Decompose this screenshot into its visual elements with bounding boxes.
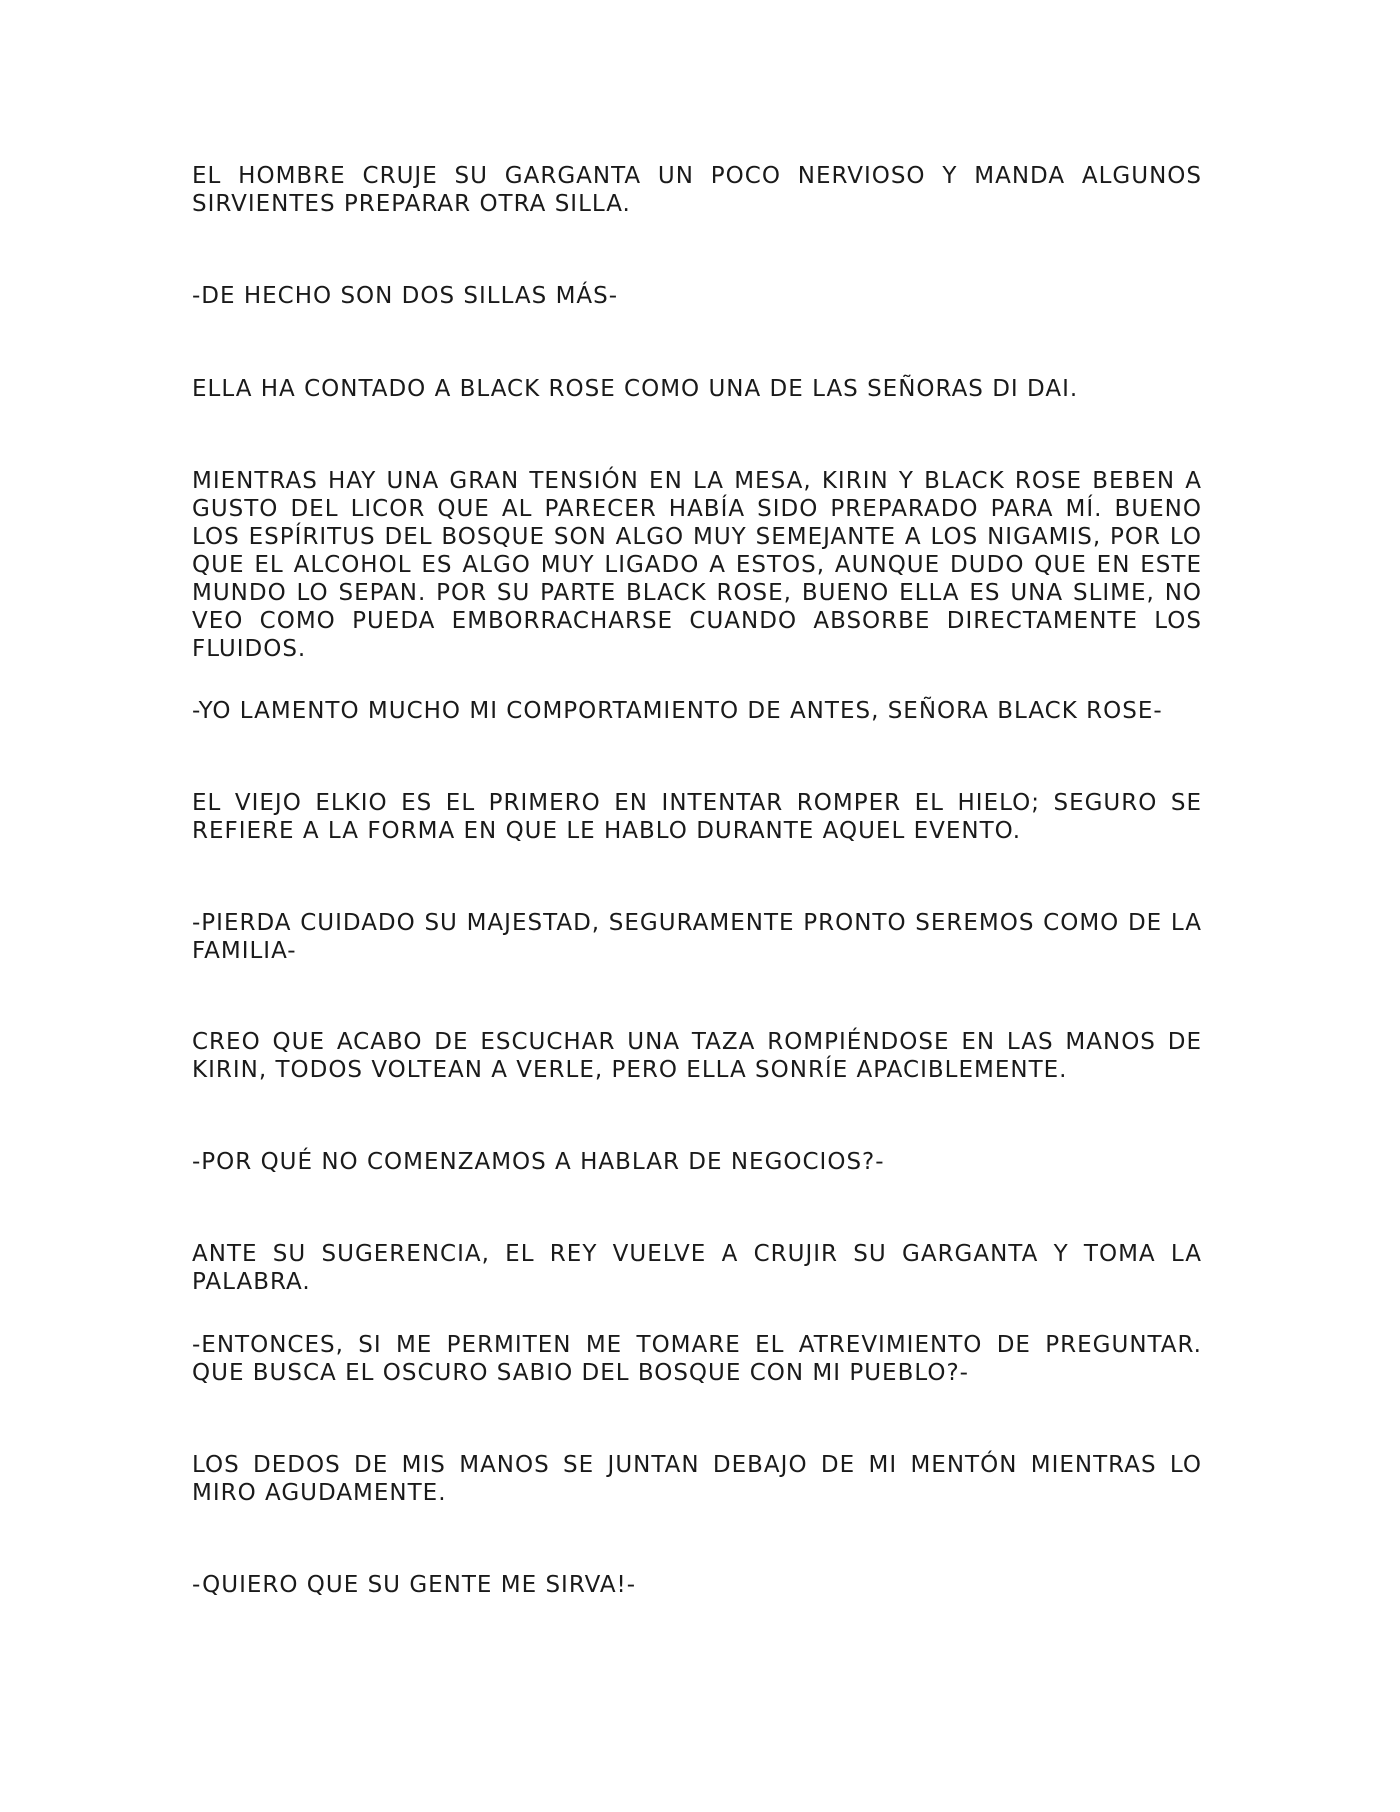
paragraph-4: MIENTRAS HAY UNA GRAN TENSIÓN EN LA MESA, KIRIN Y BLACK ROSE BEBEN A GUSTO DEL LICOR QUE AL PARECER HABÍA SIDO PREPARADO PARA MÍ. BUENO LOS ESPÍRITUS DEL BOSQUE SON ALGO MUY SEMEJANTE A LOS NIGAMIS, POR LO QUE EL ALCOHOL ES ALGO MUY LIGADO A ESTOS, AUNQUE DUDO QUE EN ESTE MUNDO LO SEPAN. POR SU PARTE BLACK ROSE, BUENO ELLA ES UNA SLIME, NO VEO COMO PUEDA EMBORRACHARSE CUANDO ABSORBE DIRECTAMENTE LOS FLUIDOS.	[192, 468, 1202, 662]
paragraph-13: -QUIERO QUE SU GENTE ME SIRVA!-	[192, 1572, 637, 1598]
paragraph-8: CREO QUE ACABO DE ESCUCHAR UNA TAZA ROMPIÉNDOSE EN LAS MANOS DE KIRIN, TODOS VOLTEAN A VERLE, PERO ELLA SONRÍE APACIBLEMENTE.	[192, 1029, 1202, 1083]
paragraph-3: ELLA HA CONTADO A BLACK ROSE COMO UNA DE LAS SEÑORAS DI DAI.	[192, 376, 1079, 402]
paragraph-1: EL HOMBRE CRUJE SU GARGANTA UN POCO NERVIOSO Y MANDA ALGUNOS SIRVIENTES PREPARAR OTRA SILLA.	[192, 163, 1202, 217]
paragraph-12: LOS DEDOS DE MIS MANOS SE JUNTAN DEBAJO DE MI MENTÓN MIENTRAS LO MIRO AGUDAMENTE.	[192, 1452, 1202, 1506]
paragraph-7: -PIERDA CUIDADO SU MAJESTAD, SEGURAMENTE PRONTO SEREMOS COMO DE LA FAMILIA-	[192, 910, 1202, 964]
paragraph-11: -ENTONCES, SI ME PERMITEN ME TOMARE EL ATREVIMIENTO DE PREGUNTAR. QUE BUSCA EL OSCURO SABIO DEL BOSQUE CON MI PUEBLO?-	[192, 1332, 1202, 1386]
paragraph-9: -POR QUÉ NO COMENZAMOS A HABLAR DE NEGOCIOS?-	[192, 1149, 885, 1175]
paragraph-6: EL VIEJO ELKIO ES EL PRIMERO EN INTENTAR ROMPER EL HIELO; SEGURO SE REFIERE A LA FORMA EN QUE LE HABLO DURANTE AQUEL EVENTO.	[192, 790, 1202, 844]
paragraph-2: -DE HECHO SON DOS SILLAS MÁS-	[192, 283, 619, 309]
paragraph-5: -YO LAMENTO MUCHO MI COMPORTAMIENTO DE ANTES, SEÑORA BLACK ROSE-	[192, 698, 1163, 724]
paragraph-10: ANTE SU SUGERENCIA, EL REY VUELVE A CRUJIR SU GARGANTA Y TOMA LA PALABRA.	[192, 1241, 1202, 1295]
